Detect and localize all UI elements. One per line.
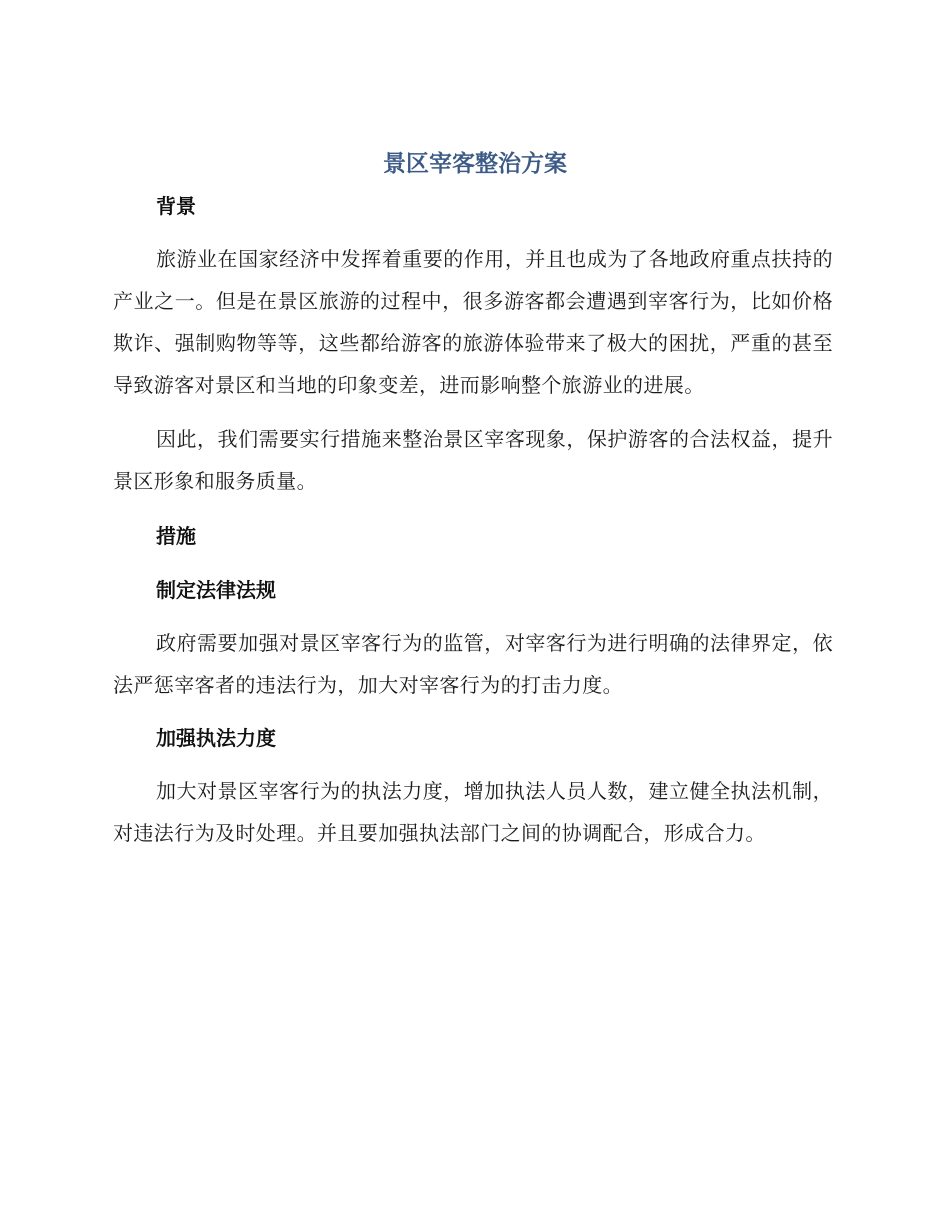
background-paragraph-1: 旅游业在国家经济中发挥着重要的作用，并且也成为了各地政府重点扶持的产业之一。但是在景区旅游的过程中，很多游客都会遭遇到宰客行为，比如价格欺诈、强制购物等等，这些都给游客的旅游体验带来了极大的困扰，严重的甚至导致游客对景区和当地的印象变差，进而影响整个旅游业的进展。	[113, 247, 833, 397]
section-heading-enforcement: 加强执法力度	[156, 726, 276, 750]
section-heading-measures: 措施	[156, 524, 196, 548]
section-heading-laws: 制定法律法规	[156, 578, 276, 602]
laws-paragraph: 政府需要加强对景区宰客行为的监管，对宰客行为进行明确的法律界定，依法严惩宰客者的违法行为，加大对宰客行为的打击力度。	[113, 631, 833, 697]
enforcement-paragraph: 加大对景区宰客行为的执法力度，增加执法人员人数，建立健全执法机制，对违法行为及时处理。并且要加强执法部门之间的协调配合，形成合力。	[113, 779, 833, 845]
section-heading-background: 背景	[156, 194, 196, 218]
document-title: 景区宰客整治方案	[383, 151, 567, 177]
background-paragraph-2: 因此，我们需要实行措施来整治景区宰客现象，保护游客的合法权益，提升景区形象和服务质量。	[113, 427, 833, 493]
document-body	[113, 186, 833, 854]
